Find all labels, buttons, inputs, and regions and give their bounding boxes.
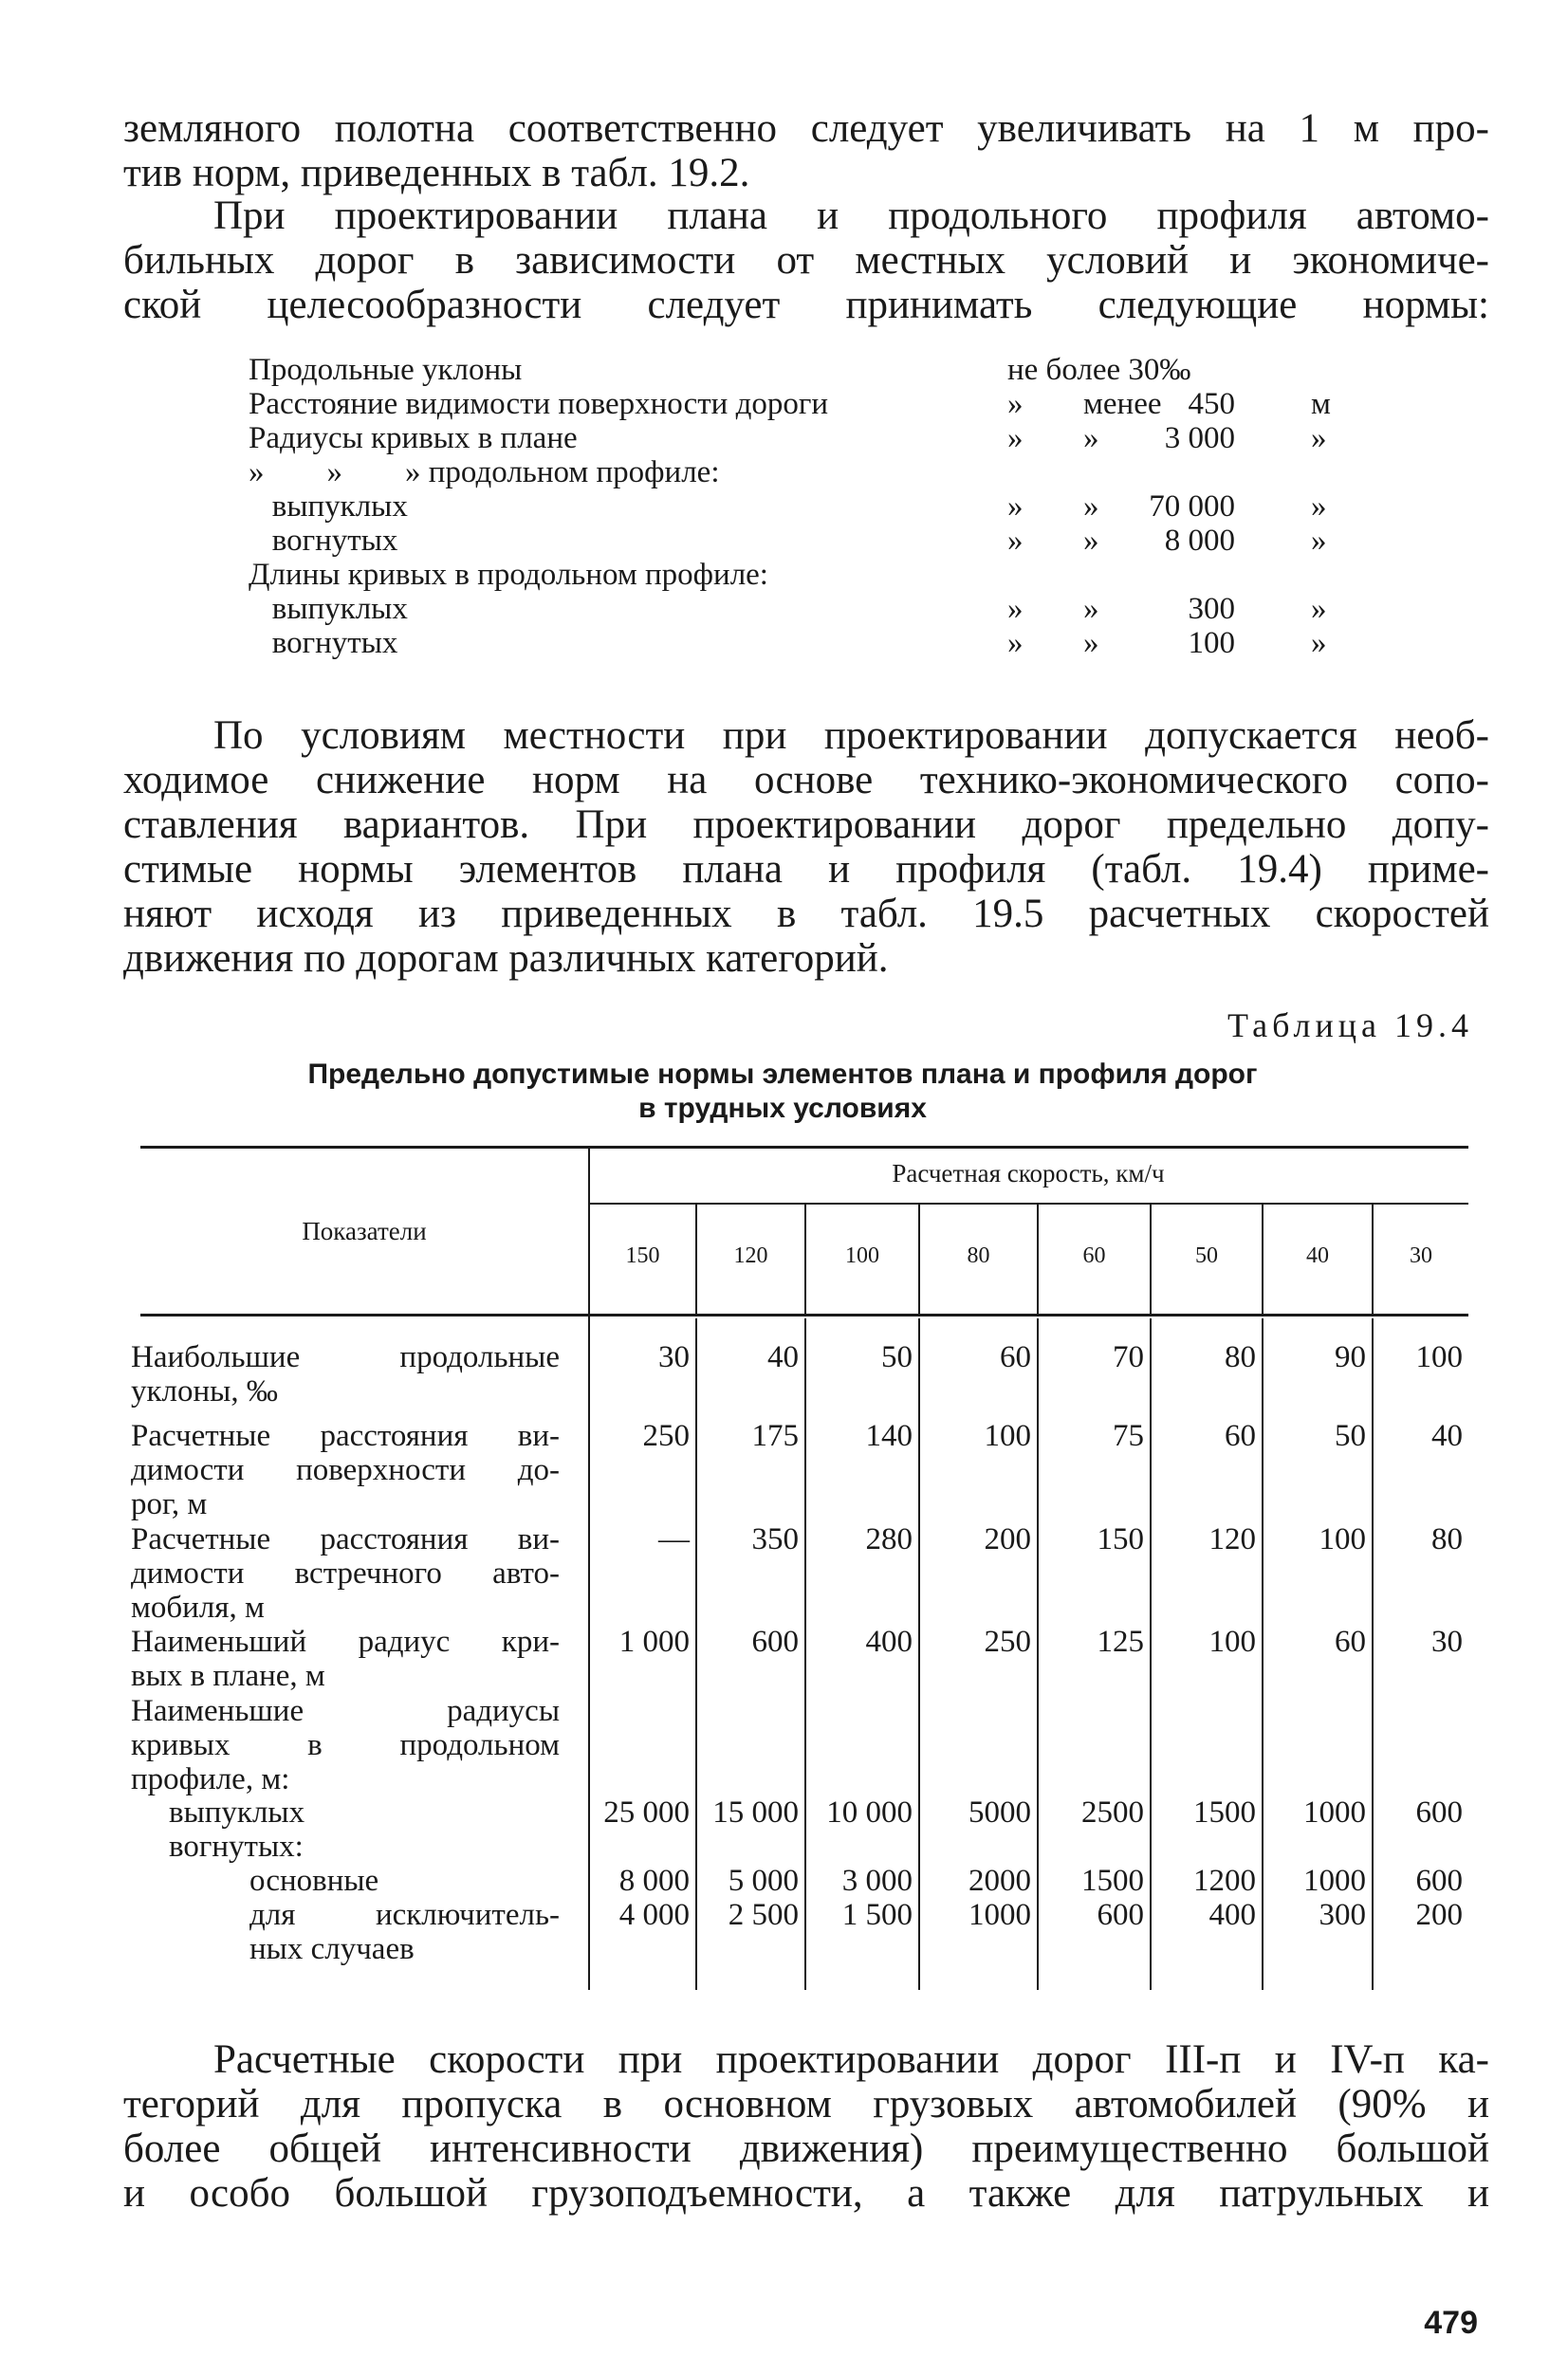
paragraph-2 <box>123 193 1489 327</box>
norm-unit: » <box>1311 592 1327 626</box>
text-line: ставления вариантов. При проектировании дорог предельно допу- <box>123 802 1489 847</box>
table-cell: 100 <box>1208 1625 1256 1659</box>
row-label: Расчетные расстояния ви- <box>131 1419 560 1453</box>
table-cell: 1200 <box>1193 1864 1256 1898</box>
table-cell: 1500 <box>1193 1795 1256 1830</box>
norm-unit: » <box>1311 626 1327 660</box>
norm-row <box>249 558 1349 592</box>
table-cell: 30 <box>1431 1625 1463 1659</box>
table-cell: 1000 <box>1303 1795 1366 1830</box>
text-line: тегорий для пропуска в основном грузовых автомобилей (90% и <box>123 2082 1489 2126</box>
table-cell: 2 500 <box>728 1898 799 1932</box>
norm-col-1: » <box>1007 421 1024 455</box>
table-cell: 600 <box>1415 1864 1463 1898</box>
table-cell: 40 <box>767 1340 799 1374</box>
table-cell: 280 <box>865 1522 913 1556</box>
table-cell: 30 <box>658 1340 690 1374</box>
text-line: стимые нормы элементов плана и профиля (табл. 19.4) приме- <box>123 847 1489 892</box>
norm-unit: » <box>1311 489 1327 524</box>
text-line: тив норм, приведенных в табл. 19.2. <box>123 151 750 195</box>
table-cell: 80 <box>1225 1340 1256 1374</box>
row-label: профиле, м: <box>131 1762 290 1796</box>
table-cell: — <box>658 1522 690 1556</box>
norm-row <box>249 353 1349 387</box>
table-cell: 40 <box>1431 1419 1463 1453</box>
norm-unit: » <box>1311 421 1327 455</box>
table-cell: 1500 <box>1081 1864 1144 1898</box>
table-cell: 600 <box>751 1625 799 1659</box>
row-label: для исключитель- <box>249 1898 560 1932</box>
norm-row <box>249 455 1349 489</box>
norm-col-2: » <box>1083 626 1099 660</box>
table-cell: 1 000 <box>618 1625 690 1659</box>
row-label: выпуклых <box>169 1795 305 1830</box>
norms-table <box>131 1146 1468 1990</box>
table-cell: 80 <box>1431 1522 1463 1556</box>
norm-label: вогнутых <box>249 524 398 558</box>
table-title-line: Предельно допустимые нормы элементов плана и профиля дорог <box>307 1059 1258 1090</box>
table-cell: 350 <box>751 1522 799 1556</box>
table-cell: 60 <box>1225 1419 1256 1453</box>
header-speed-group: Расчетная скорость, км/ч <box>892 1159 1165 1188</box>
table-cell: 60 <box>1335 1625 1366 1659</box>
norms-list <box>249 353 1349 660</box>
row-label: кривых в продольном <box>131 1728 560 1762</box>
table-cell: 1000 <box>1303 1864 1366 1898</box>
table-cell: 1 500 <box>841 1898 913 1932</box>
table-cell: 25 000 <box>603 1795 690 1830</box>
table-cell: 400 <box>1208 1898 1256 1932</box>
norm-value: 70 000 <box>1149 489 1235 524</box>
norm-label: Продольные уклоны <box>249 353 523 387</box>
norm-value: 450 <box>1188 387 1235 421</box>
text-line: более общей интенсивности движения) преимущественно большой <box>123 2126 1489 2171</box>
table-cell: 120 <box>1208 1522 1256 1556</box>
text-line: земляного полотна соответственно следует увеличивать на 1 м про- <box>123 106 1489 151</box>
table-title-line: в трудных условиях <box>638 1093 927 1124</box>
table-cell: 100 <box>1415 1340 1463 1374</box>
norm-col-2: » <box>1083 421 1099 455</box>
text-line: движения по дорогам различных категорий. <box>123 936 889 981</box>
norm-row <box>249 592 1349 626</box>
table-header-rule <box>140 1314 1468 1316</box>
norm-value: 3 000 <box>1164 421 1235 455</box>
table-cell: 100 <box>984 1419 1031 1453</box>
table-cell: 1000 <box>968 1898 1031 1932</box>
norm-value: 100 <box>1188 626 1235 660</box>
table-cell: 250 <box>642 1419 690 1453</box>
table-cell: 4 000 <box>618 1898 690 1932</box>
speed-group-rule <box>588 1203 1468 1205</box>
norm-label: Радиусы кривых в плане <box>249 421 578 455</box>
table-cell: 90 <box>1335 1340 1366 1374</box>
table-cell: 8 000 <box>618 1864 690 1898</box>
row-label: ных случаев <box>249 1932 415 1966</box>
text-line: и особо большой грузоподъемности, а также для патрульных и <box>123 2171 1489 2216</box>
text-line: бильных дорог в зависимости от местных условий и экономиче- <box>123 238 1489 283</box>
row-label: основные <box>249 1864 379 1898</box>
norm-col-2: » <box>1083 489 1099 524</box>
table-cell: 2000 <box>968 1864 1031 1898</box>
row-label: Расчетные расстояния ви- <box>131 1522 560 1556</box>
table-cell: 600 <box>1415 1795 1463 1830</box>
paragraph-1 <box>123 106 1489 195</box>
table-cell: 3 000 <box>841 1864 913 1898</box>
table-cell: 400 <box>865 1625 913 1659</box>
row-label: димости встречного авто- <box>131 1556 560 1591</box>
norm-unit: м <box>1311 387 1331 421</box>
table-cell: 125 <box>1097 1625 1144 1659</box>
row-label: Наибольшие продольные <box>131 1340 560 1374</box>
paragraph-4 <box>123 2037 1489 2216</box>
header-speed: 50 <box>1195 1243 1218 1268</box>
header-speed: 80 <box>967 1243 990 1268</box>
text-line: По условиям местности при проектировании допускается необ- <box>213 713 1489 758</box>
text-line: Расчетные скорости при проектировании дорог III-п и IV-п ка- <box>213 2037 1489 2082</box>
norm-row <box>249 489 1349 524</box>
norm-value: 8 000 <box>1164 524 1235 558</box>
table-top-rule <box>140 1146 1468 1149</box>
row-label: вых в плане, м <box>131 1659 325 1693</box>
norm-col-2: » <box>1083 592 1099 626</box>
table-cell: 140 <box>865 1419 913 1453</box>
norm-col-1: » <box>1007 592 1024 626</box>
row-label: вогнутых: <box>169 1830 304 1864</box>
norm-col-2: » <box>1083 524 1099 558</box>
table-cell: 10 000 <box>826 1795 913 1830</box>
norm-label: выпуклых <box>249 592 408 626</box>
table-cell: 60 <box>1000 1340 1031 1374</box>
norm-label: выпуклых <box>249 489 408 524</box>
table-cell: 50 <box>881 1340 913 1374</box>
norm-col-2: менее <box>1083 387 1162 421</box>
table-cell: 15 000 <box>712 1795 799 1830</box>
table-cell: 50 <box>1335 1419 1366 1453</box>
text-line: няют исходя из приведенных в табл. 19.5 расчетных скоростей <box>123 892 1489 936</box>
table-title <box>142 1058 1423 1126</box>
header-speed: 150 <box>625 1243 660 1268</box>
row-label: Наименьший радиус кри- <box>131 1625 560 1659</box>
table-cell: 200 <box>984 1522 1031 1556</box>
row-label: димости поверхности до- <box>131 1453 560 1487</box>
table-cell: 5 000 <box>728 1864 799 1898</box>
table-cell: 200 <box>1415 1898 1463 1932</box>
norm-label: вогнутых <box>249 626 398 660</box>
table-caption: Таблица 19.4 <box>1227 1006 1473 1044</box>
header-indicators: Показатели <box>302 1217 427 1245</box>
norm-row <box>249 524 1349 558</box>
header-speed: 30 <box>1410 1243 1432 1268</box>
norm-unit: » <box>1311 524 1327 558</box>
norm-label: Длины кривых в продольном профиле: <box>249 558 768 592</box>
table-cell: 250 <box>984 1625 1031 1659</box>
norm-row <box>249 387 1349 421</box>
norm-row <box>249 626 1349 660</box>
header-speed: 60 <box>1082 1243 1106 1268</box>
norm-col-1: » <box>1007 489 1024 524</box>
page-number: 479 <box>1424 2305 1478 2341</box>
norm-col-1: » <box>1007 524 1024 558</box>
table-cell: 70 <box>1113 1340 1144 1374</box>
text-line: ходимое снижение норм на основе технико-экономического сопо- <box>123 758 1489 802</box>
paragraph-3 <box>123 713 1489 981</box>
header-speed: 120 <box>733 1243 768 1268</box>
table-cell: 75 <box>1113 1419 1144 1453</box>
table-cell: 2500 <box>1081 1795 1144 1830</box>
row-label: рог, м <box>131 1487 208 1521</box>
table-cell: 600 <box>1097 1898 1144 1932</box>
norm-value: 300 <box>1188 592 1235 626</box>
norm-col-1: » <box>1007 387 1024 421</box>
norm-label: » » » продольном профиле: <box>249 455 720 489</box>
header-speed: 100 <box>845 1243 879 1268</box>
header-speed: 40 <box>1306 1243 1329 1268</box>
table-cell: 5000 <box>968 1795 1031 1830</box>
norm-col-1: » <box>1007 626 1024 660</box>
norm-label: Расстояние видимости поверхности дороги <box>249 387 829 421</box>
table-cell: 100 <box>1319 1522 1366 1556</box>
norm-row <box>249 421 1349 455</box>
table-cell: 150 <box>1097 1522 1144 1556</box>
norm-col-1: не более 30‰ <box>1007 353 1191 387</box>
table-cell: 175 <box>751 1419 799 1453</box>
row-label: мобиля, м <box>131 1591 265 1625</box>
row-label: уклоны, ‰ <box>131 1374 278 1408</box>
text-line: ской целесообразности следует принимать следующие нормы: <box>123 283 1489 327</box>
text-line: При проектировании плана и продольного профиля автомо- <box>213 193 1489 238</box>
table-cell: 300 <box>1319 1898 1366 1932</box>
row-label: Наименьшие радиусы <box>131 1694 560 1728</box>
